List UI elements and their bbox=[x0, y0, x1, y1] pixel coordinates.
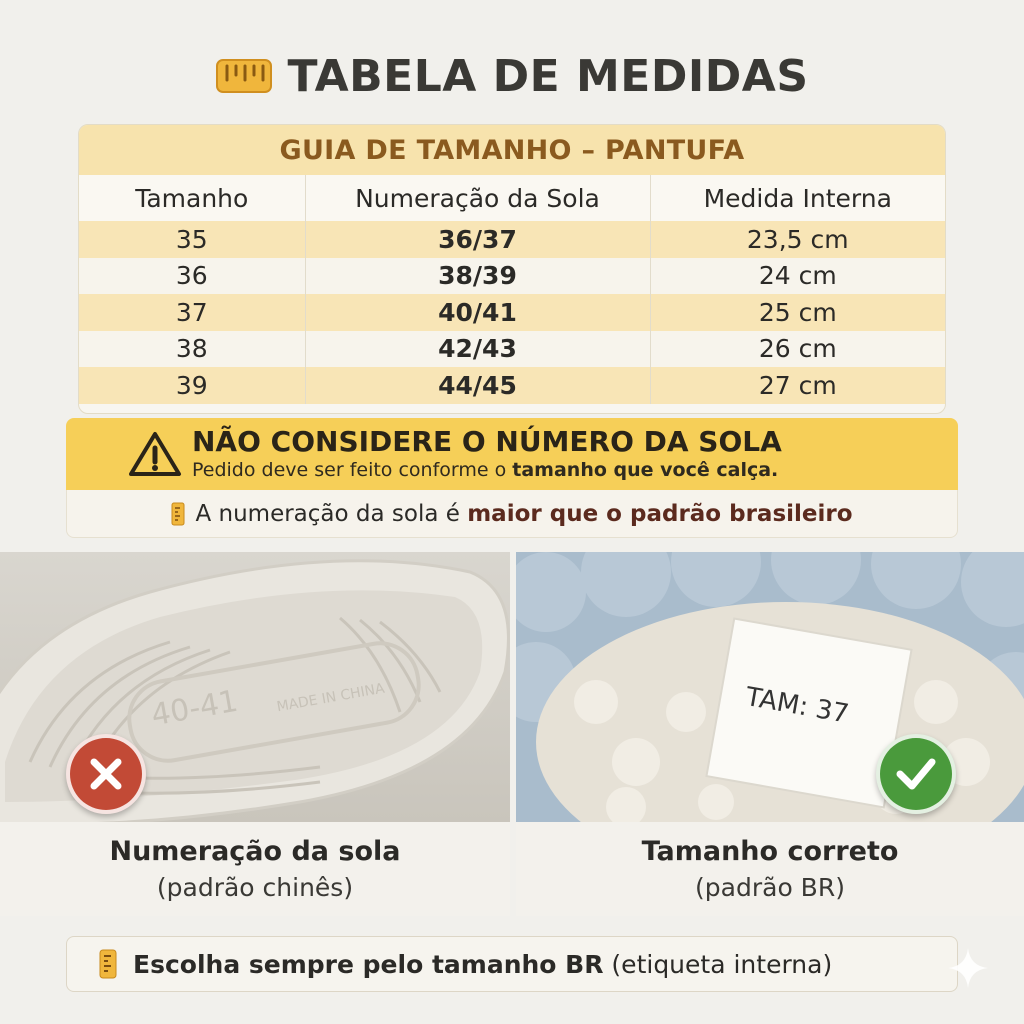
column-header-size: Tamanho bbox=[79, 175, 305, 221]
table-header-row bbox=[79, 175, 945, 221]
warning-headline: NÃO CONSIDERE O NÚMERO DA SOLA bbox=[192, 425, 782, 458]
cell-inner: 26 cm bbox=[650, 331, 945, 368]
cell-inner: 23,5 cm bbox=[650, 221, 945, 258]
cell-size: 39 bbox=[79, 367, 305, 404]
ruler-icon bbox=[99, 949, 117, 979]
sparkle-icon bbox=[944, 944, 992, 992]
label-caption bbox=[516, 822, 1024, 916]
cell-sole: 36/37 bbox=[305, 221, 650, 258]
column-header-inner: Medida Interna bbox=[650, 175, 945, 221]
sole-note bbox=[66, 490, 958, 538]
footer-tip bbox=[66, 936, 958, 992]
label-caption-subtitle: (padrão BR) bbox=[695, 873, 845, 902]
ruler-icon bbox=[171, 502, 185, 526]
size-guide-caption: GUIA DE TAMANHO – PANTUFA bbox=[79, 125, 945, 175]
size-guide-card bbox=[78, 124, 946, 414]
warning-triangle-icon bbox=[128, 430, 182, 478]
page-title: TABELA DE MEDIDAS bbox=[287, 50, 809, 102]
cell-inner: 27 cm bbox=[650, 367, 945, 404]
sole-made-print: MADE IN CHINA bbox=[275, 680, 386, 716]
table-row bbox=[79, 221, 945, 258]
note-text: A numeração da sola é maior que o padrão brasileiro bbox=[195, 500, 853, 527]
table-row bbox=[79, 258, 945, 295]
cell-inner: 24 cm bbox=[650, 258, 945, 295]
cell-size: 35 bbox=[79, 221, 305, 258]
cell-sole: 40/41 bbox=[305, 294, 650, 331]
sole-caption bbox=[0, 822, 510, 916]
cell-sole: 38/39 bbox=[305, 258, 650, 295]
ruler-icon bbox=[215, 56, 273, 96]
cell-sole: 44/45 bbox=[305, 367, 650, 404]
sole-size-print: 40-41 bbox=[148, 683, 241, 734]
cell-size: 36 bbox=[79, 258, 305, 295]
sole-caption-subtitle: (padrão chinês) bbox=[156, 873, 354, 902]
footer-text: Escolha sempre pelo tamanho BR (etiqueta interna) bbox=[133, 949, 833, 979]
cell-size: 38 bbox=[79, 331, 305, 368]
size-table bbox=[79, 175, 945, 404]
warning-banner bbox=[66, 418, 958, 490]
cell-inner: 25 cm bbox=[650, 294, 945, 331]
warning-subtext: Pedido deve ser feito conforme o tamanho que você calça. bbox=[192, 459, 779, 481]
table-row bbox=[79, 367, 945, 404]
label-caption-title: Tamanho correto bbox=[641, 836, 899, 867]
cell-size: 37 bbox=[79, 294, 305, 331]
table-row bbox=[79, 294, 945, 331]
table-row bbox=[79, 331, 945, 368]
sole-caption-title: Numeração da sola bbox=[109, 836, 401, 867]
page-header bbox=[0, 48, 1024, 104]
x-icon bbox=[66, 734, 146, 814]
check-icon bbox=[876, 734, 956, 814]
size-label-text: TAM: 37 bbox=[743, 681, 852, 730]
column-header-sole: Numeração da Sola bbox=[305, 175, 650, 221]
cell-sole: 42/43 bbox=[305, 331, 650, 368]
